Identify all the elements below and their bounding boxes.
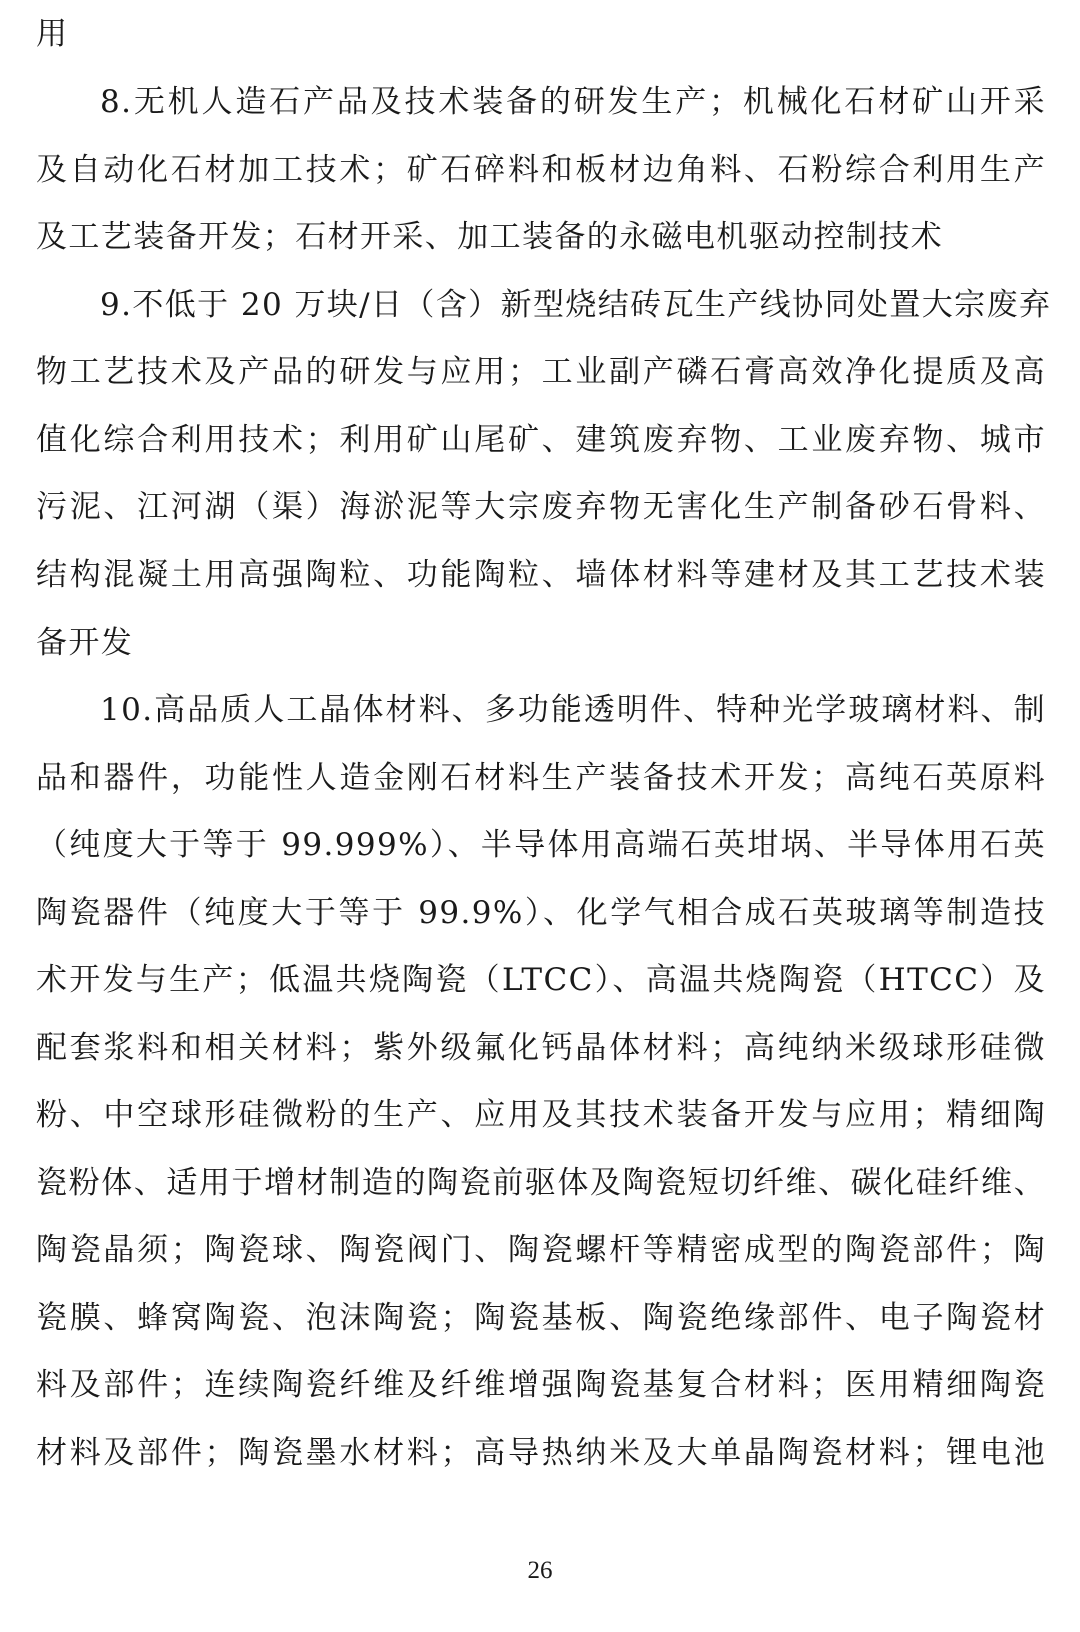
item-8-first-line: 8.无机人造石产品及技术装备的研发生产；机械化石材矿山开采 [100, 84, 1046, 120]
item-9-first-line: 9.不低于 20 万块/日（含）新型烧结砖瓦生产线协同处置大宗废弃 [100, 287, 1052, 323]
item-10-first-line: 10.高品质人工晶体材料、多功能透明件、特种光学玻璃材料、制 [100, 692, 1046, 728]
text-line-14: 陶瓷器件（纯度大于等于 99.9%）、化学气相合成石英玻璃等制造技 [36, 895, 1046, 931]
text-line-20: 瓷膜、蜂窝陶瓷、泡沫陶瓷；陶瓷基板、陶瓷绝缘部件、电子陶瓷材 [36, 1300, 1046, 1336]
text-line-12: 品和器件，功能性人造金刚石材料生产装备技术开发；高纯石英原料 [36, 760, 1046, 796]
text-line-4: 及工艺装备开发；石材开采、加工装备的永磁电机驱动控制技术 [36, 219, 944, 255]
text-line-7: 值化综合利用技术；利用矿山尾矿、建筑废弃物、工业废弃物、城市 [36, 422, 1046, 458]
text-line-13: （纯度大于等于 99.999%）、半导体用高端石英坩埚、半导体用石英 [36, 827, 1046, 863]
text-line-18: 瓷粉体、适用于增材制造的陶瓷前驱体及陶瓷短切纤维、碳化硅纤维、 [36, 1165, 1046, 1201]
text-line-19: 陶瓷晶须；陶瓷球、陶瓷阀门、陶瓷螺杆等精密成型的陶瓷部件；陶 [36, 1232, 1046, 1268]
text-line-8: 污泥、江河湖（渠）海淤泥等大宗废弃物无害化生产制备砂石骨料、 [36, 489, 1046, 525]
text-line-16: 配套浆料和相关材料；紫外级氟化钙晶体材料；高纯纳米级球形硅微 [36, 1030, 1046, 1066]
text-line-17: 粉、中空球形硅微粉的生产、应用及其技术装备开发与应用；精细陶 [36, 1097, 1046, 1133]
text-line-15: 术开发与生产；低温共烧陶瓷（LTCC）、高温共烧陶瓷（HTCC）及 [36, 962, 1046, 998]
text-line-1: 用 [36, 16, 69, 52]
text-line-21: 料及部件；连续陶瓷纤维及纤维增强陶瓷基复合材料；医用精细陶瓷 [36, 1367, 1046, 1403]
text-line-3: 及自动化石材加工技术；矿石碎料和板材边角料、石粉综合利用生产 [36, 152, 1046, 188]
page-number: 26 [527, 1557, 553, 1584]
text-line-22: 材料及部件；陶瓷墨水材料；高导热纳米及大单晶陶瓷材料；锂电池 [36, 1435, 1046, 1471]
text-line-6: 物工艺技术及产品的研发与应用；工业副产磷石膏高效净化提质及高 [36, 354, 1046, 390]
text-line-10: 备开发 [36, 625, 134, 661]
text-line-9: 结构混凝土用高强陶粒、功能陶粒、墙体材料等建材及其工艺技术装 [36, 557, 1046, 593]
